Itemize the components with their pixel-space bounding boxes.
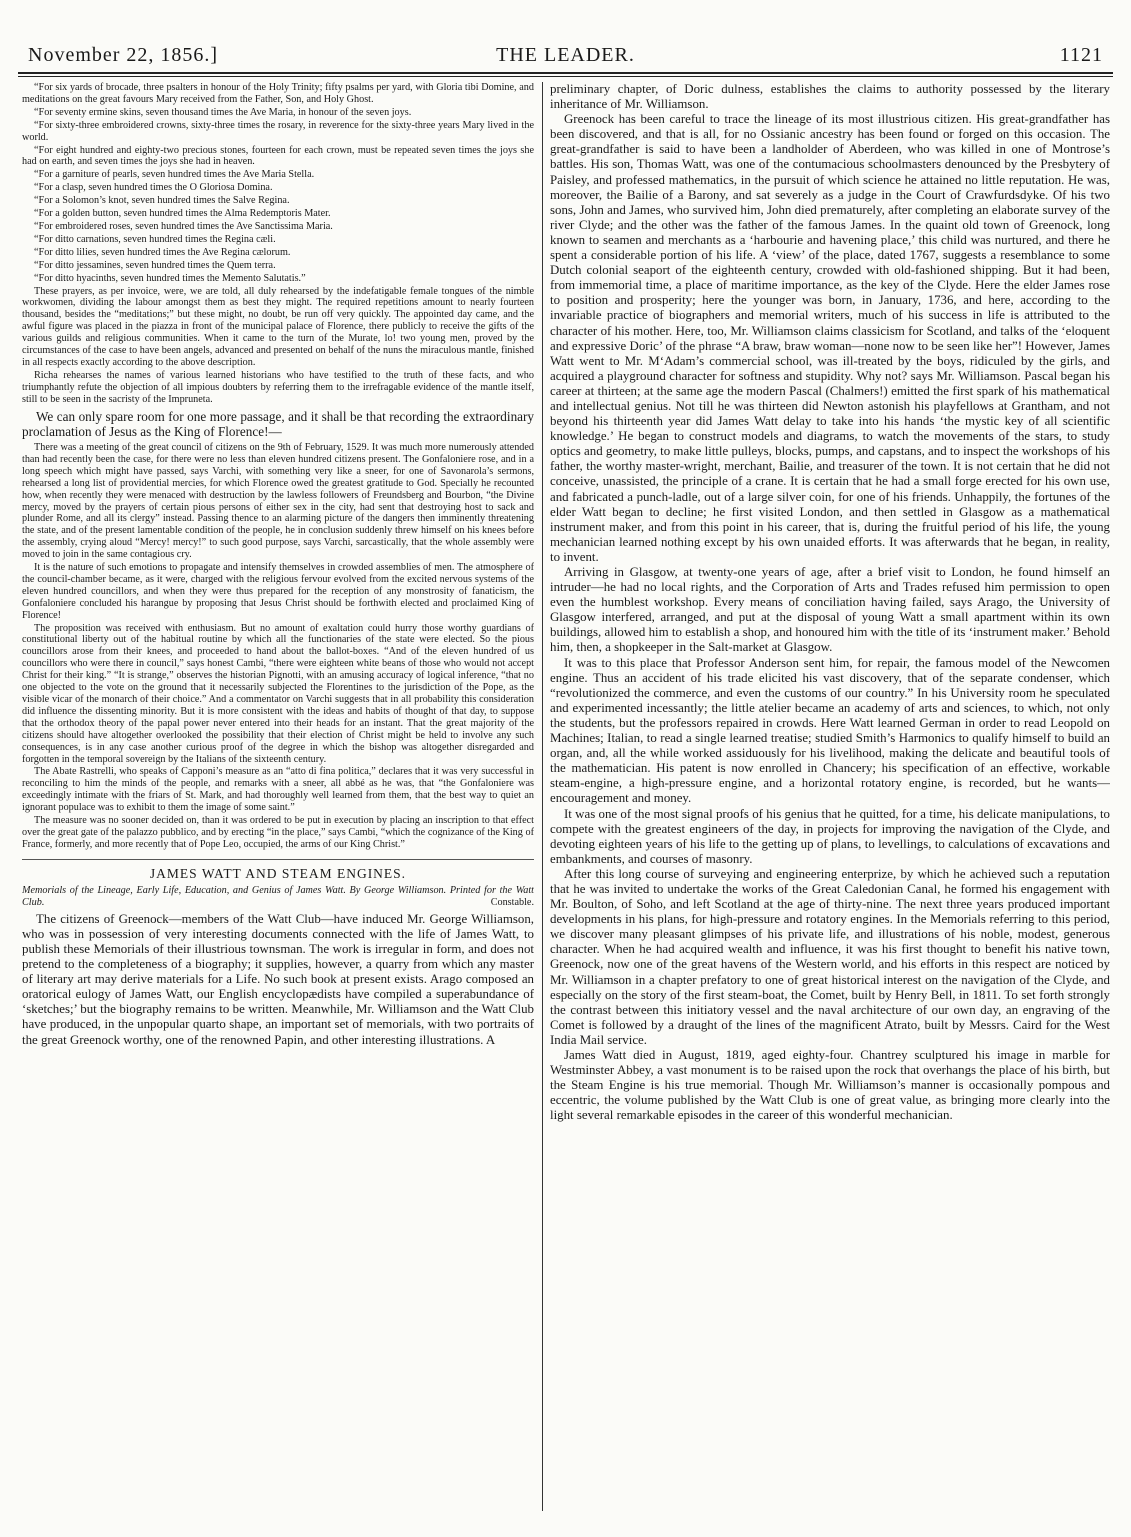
- quote-paragraph: These prayers, as per invoice, were, we are told, all duly rehearsed by the indefatigable female tongues of the nimble workwomen, dividing the labour amongst them as best they might. The required repetitions amount to nearly fourteen thousand, besides the “meditations;” but these might, no doubt, be run off very quickly. The appointed day came, and the awful figure was placed in the piazza in front of the municipal palace of Florence, there publicly to receive the gifts of the various guilds and religious communities. When it came to the turn of the Murate, lo! two young men, proved by the circumstances of the case to have been angels, advanced and presented on behalf of the nuns the miraculous mantle, finished in all respects exactly according to the above description.: [22, 285, 534, 368]
- mantle-quote: [22, 82, 534, 406]
- quote-paragraph: Richa rehearses the names of various learned historians who have testified to the truth of these facts, and who triumphantly refute the objection of all impious doubters by referring them to the irrefragable evidence of the mantle itself, still to be seen in the sacristy of the Impruneta.: [22, 369, 534, 405]
- quote-paragraph: “For ditto lilies, seven hundred times the Ave Regina cælorum.: [34, 246, 291, 258]
- article-paragraph: Arriving in Glasgow, at twenty-one years of age, after a brief visit to London, he found himself an intruder—he had no local rights, and the Corporation of Arts and Trades refused him permission to open even the humblest workshop. Every means of conciliation having failed, says Arago, the University of Glasgow interfered, arranged, and put at the disposal of young Watt a small apartment within its own buildings, allowed him to establish a shop, and honoured him with the title of its ‘instrument maker.’ Behold him, then, a shopkeeper in the Salt-market at Glasgow.: [550, 565, 1110, 655]
- page-number: 1121: [1059, 44, 1103, 66]
- quote-paragraph: “For sixty-three embroidered crowns, sixty-three times the rosary, in reverence for the sixty-three years Mary lived in the world.: [22, 119, 534, 143]
- header-rule: [18, 72, 1113, 74]
- article-paragraph: It was one of the most signal proofs of his genius that he quitted, for a time, his delicate manipulations, to compete with the greatest engineers of the day, in projects for improving the navigation of the Clyde, and devoting eighteen years of his life to the getting up of plans, to levellings, to calculations of excavations and embankments, and courses of masonry.: [550, 806, 1110, 866]
- issue-date: November 22, 1856.]: [28, 44, 219, 66]
- quote-paragraph: “For ditto carnations, seven hundred times the Regina cæli.: [34, 233, 276, 245]
- quote-paragraph: “For a garniture of pearls, seven hundred times the Ave Maria Stella.: [34, 169, 315, 181]
- quote-paragraph: “For embroidered roses, seven hundred times the Ave Sanctissima Maria.: [34, 220, 333, 232]
- review-publisher: Constable.: [490, 896, 534, 908]
- article-paragraph: James Watt died in August, 1819, aged eighty-four. Chantrey sculptured his image in marble for Westminster Abbey, a vast monument is to be raised upon the rock that overhangs the place of his birth, but the Steam Engine is his true memorial. Though Mr. Williamson’s manner is occasionally pompous and eccentric, the volume published by the Watt Club is one of great value, as bringing more clearly into the light several remarkable episodes in the career of this wonderful mechanician.: [550, 1048, 1110, 1123]
- column-divider: [542, 82, 543, 1511]
- quote-paragraph: “For eight hundred and eighty-two precious stones, fourteen for each crown, must be repeated seven times the joys she had on earth, and seven times the joys she had in heaven.: [22, 144, 534, 168]
- quote-paragraph: “For a clasp, seven hundred times the O Gloriosa Domina.: [34, 182, 273, 194]
- intro-paragraph: We can only spare room for one more passage, and it shall be that recording the extraordinary proclamation of Jesus as the King of Florence!—: [22, 408, 534, 439]
- quote-paragraph: “For a Solomon’s knot, seven hundred times the Salve Regina.: [34, 195, 290, 207]
- quote-paragraph: “For ditto hyacinths, seven hundred times the Memento Salutatis.”: [34, 272, 306, 284]
- right-column: [550, 82, 1110, 1511]
- quote-paragraph: The Abate Rastrelli, who speaks of Capponi’s measure as an “atto di fina politica,” declares that it was very successful in reconciling to him the minds of the people, and remarks with a sneer, all abbé as he was, that “the Gonfaloniere was exceedingly intimate with the friars of St. Mark, and had thoroughly well learned from them, that the best way to quiet an ignorant populace was to exhibit to them the image of some saint.”: [22, 766, 534, 814]
- newspaper-title: THE LEADER.: [496, 44, 635, 66]
- review-title: Memorials of the Lineage, Early Life, Education, and Genius of James Watt. By George Williamson. Printed for the Watt Club.: [22, 884, 534, 908]
- article-headline: JAMES WATT AND STEAM ENGINES.: [22, 859, 534, 882]
- article-paragraph: After this long course of surveying and engineering enterprize, by which he achieved such a reputation that he was invited to undertake the works of the Great Caledonian Canal, he formed his engagement with Mr. Boulton, of Soho, and left Scotland at the age of thirty-nine. The next three years produced important developments in his plans, for high-pressure and rotatory engines. In the Memorials referring to this period, we discover many pleasant glimpses of his private life, and illustrations of his noble, modest, generous character. When he had acquired wealth and influence, it was his first thought to benefit his native town, Greenock, now one of the great havens of the Western world, and his efforts in this respect are noticed by Mr. Williamson in a chapter prefatory to one of great historical interest on the navigation of the Clyde, and especially on the story of the first steam-boat, the Comet, built by Henry Bell, in 1811. To set forth strongly the contrast between this initiatory vessel and the naval architecture of our own day, an engraving of the Comet is followed by a draught of the lines of the magnificent Atrato, built by Messrs. Caird for the West India Mail service.: [550, 866, 1110, 1047]
- left-column: [22, 82, 534, 1511]
- header-rule-thin: [18, 76, 1113, 77]
- masthead: [18, 44, 1113, 74]
- quote-paragraph: “For a golden button, seven hundred times the Alma Redemptoris Mater.: [34, 208, 331, 220]
- review-body: [22, 912, 534, 1048]
- florence-quote: [22, 442, 534, 851]
- article-paragraph: It was to this place that Professor Anderson sent him, for repair, the famous model of the Newcomen engine. Thus an accident of his trade elicited his vast discovery, that of the separate condenser, which “revolutionized the commerce, and even the customs of our country.” In his University room he speculated and experimented incessantly; the little atelier became an academy of arts and sciences, to which, not only the students, but the professors repaired in crowds. Here Watt learned German in order to read Leopold on Machines; Italian, to read a single learned treatise; studied Smith’s Harmonics to qualify himself to build an organ, and, all the while worked assiduously for his livelihood, making the delicate and beautiful tools of the mathematician. His patent is now enrolled in Chancery; his specification of an effective, workable steam-engine, a high-pressure engine, and a horizontal rotatory engine, is recorded, but he wants—encouragement and money.: [550, 655, 1110, 806]
- quote-paragraph: “For six yards of brocade, three psalters in honour of the Holy Trinity; fifty psalms per yard, with Gloria tibi Domine, and meditations on the great favours Mary received from the Father, Son, and Holy Ghost.: [22, 82, 534, 105]
- review-citation: [22, 885, 534, 909]
- quote-paragraph: It is the nature of such emotions to propagate and intensify themselves in crowded assemblies of men. The atmosphere of the council-chamber became, as it were, charged with the religious fervour evolved from the excited nervous systems of the eleven hundred councillors, and when they were thus prepared for the reception of any monstrosity of fanaticism, the Gonfaloniere concluded his harangue by proposing that Jesus Christ should be forthwith elected and proclaimed King of Florence!: [22, 562, 534, 621]
- article-paragraph: preliminary chapter, of Doric dulness, establishes the claims to authority possessed by the literary inheritance of Mr. Williamson.: [550, 82, 1110, 112]
- article-paragraph: The citizens of Greenock—members of the Watt Club—have induced Mr. George Williamson, who was in possession of very interesting documents connected with the life of James Watt, to publish these Memorials of their illustrious townsman. The work is irregular in form, and does not pretend to the completeness of a biography; it supplies, however, a quarry from which any master of literary art may derive materials for a Life. No such book at present exists. Arago composed an oratorical eulogy of James Watt, our English encyclopædists have compiled a superabundance of ‘sketches;’ but the biography remains to be written. Meanwhile, Mr. Williamson and the Watt Club have produced, in the unpopular quarto shape, an important set of memorials, with two portraits of the great Greenock worthy, one of the renowned Papin, and other interesting illustrations. A: [22, 911, 534, 1047]
- quote-paragraph: There was a meeting of the great council of citizens on the 9th of February, 1529. It was much more numerously attended than had recently been the case, for there were no less than eleven hundred citizens present. The Gonfaloniere rose, and in a long speech which might have passed, says Varchi, with something very like a sneer, for one of Savonarola’s sermons, rehearsed a long list of providential mercies, for which Florence owed the greatest gratitude to God. Specially he recounted how, when recently they were menaced with destruction by the lawless followers of Freundsberg and Bourbon, “the Divine mercy, moved by the prayers of certain pious persons of either sex in the city, had sent that destroying host to sack and plunder Rome, and all its clergy” instead. Passing thence to an alarming picture of the dangers then imminently threatening the state, and of the present lamentable condition of the people, he in conclusion suddenly threw himself on his knees before the assembly, crying aloud “Mercy! mercy!” to such good purpose, says Varchi, sarcastically, that the whole assembly were moved to join in the same contagious cry.: [22, 441, 534, 561]
- quote-paragraph: “For seventy ermine skins, seven thousand times the Ave Maria, in honour of the seven joys.: [34, 106, 412, 118]
- article-paragraph: Greenock has been careful to trace the lineage of its most illustrious citizen. His great-grandfather has been discovered, and that is all, for no Ossianic ancestry has been found or forged on this occasion. The great-grandfather is said to have been a landholder of Aberdeen, who was killed in one of Montrose’s battles. His son, Thomas Watt, was one of the contumacious schoolmasters denounced by the Presbytery of Paisley, and professed mathematics, in the pursuit of which science he attained no little reputation. He was, moreover, the Bailie of a Barony, and sat severely as a judge in the Court of Crawfurdsdyke. Of his two sons, John and James, who survived him, John died prematurely, after completing an elaborate survey of the river Clyde; and the other was the father of the famous James. In the quaint old town of Greenock, long known to seamen and merchants as a ‘harbourie and havening place,’ this child was nurtured, and there he spent a considerable portion of his life. A ‘view’ of the place, dated 1767, suggests a resemblance to some Dutch colonial seaport of the eighteenth century, crowded with old-fashioned shipping. But it had been, from immemorial time, a place of maritime importance, as the key of the Clyde. Here the elder James rose to position and prosperity; here the younger was born, in January, 1736, and here, according to the invariable practice of biographers and memorial writers, much of his success in life is attributed to the character of his mother. Here, too, Mr. Williamson claims classicism for Scotland, and talks of the ‘eloquent and expressive Doric’ of the phrase “A braw, braw woman—none now to be seen like her”! However, James Watt went to Mr. M‘Adam’s commercial school, was ill-treated by the boys, ridiculed by the girls, and acquired a playground character for softness and stupidity. Why not? says Mr. Williamson. Pascal began his career at thirteen; at the same age the modern Pascal (Chalmers!) emitted the first spark of his mathematical and intellectual genius. Not till he was thirteen did Newton astonish his playfellows at Grantham, and not beyond his thirteenth year did James Watt delay to take into his hands ‘the mystic key of all scientific knowledge.’ He began to construct models and diagrams, to watch the movements of the stars, to study optics and geometry, to make little pulleys, blocks, pumps, and capstans, and to inspect the workshops of his father, the worthy master-wright, merchant, Bailie, and treasurer of the town. It is not certain that he did not conceive, unassisted, the principle of a crane. It is certain that he had a small forge erected for his own use, and fabricated a punch-ladle, out of a large silver coin, for one of his friends. Unhappily, the fortunes of the elder Watt began to decline; he first visited London, and then settled in Glasgow as a mathematical instrument maker, and from this point in his career, that is, during the fruitful period of his life, the young mechanician learned nothing except by his own unaided efforts. It was afterwards that he began, in reality, to invent.: [550, 112, 1110, 564]
- quote-paragraph: “For ditto jessamines, seven hundred times the Quem terra.: [34, 259, 276, 271]
- quote-paragraph: The measure was no sooner decided on, than it was ordered to be put in execution by placing an inscription to that effect over the great gate of the palazzo pubblico, and by erecting “in the place,” says Cambi, “which the cognizance of the King of France, formerly, and more recently that of Pope Leo, occupied, the arms of our King Christ.”: [22, 815, 534, 850]
- quote-paragraph: The proposition was received with enthusiasm. But no amount of exaltation could hurry those worthy guardians of constitutional liberty out of the habitual routine by which all the functionaries of the state were elected. So the pious councillors arose from their knees, and proceeded to hand about the ballot-boxes. “And of the eleven hundred of us councillors who were there in council,” says honest Cambi, “there were eighteen white beans of those who would not accept Christ for their king.” “It is strange,” observes the historian Pignotti, with an amusing accuracy of logical inference, “that no one objected to the vote on the ground that it necessarily subjected the Florentines to the jurisdiction of the Pope, as the visible vicar of the monarch of their choice.” And a commentator on Varchi suggests that in all probability this consideration did influence the dissenting minority. But it is more consistent with the ideas and habits of thought of that day, to suppose that the orthodox theory of the papal power never entered into their heads for an instant. That the great majority of the citizens should have altogether overlooked the possibility that their election of Christ might be held to involve any such consequences, is in any case another curious proof of the degree in which the bishop was altogether disregarded and forgotten in the temporal sovereign by the Italians of the sixteenth century.: [22, 622, 534, 765]
